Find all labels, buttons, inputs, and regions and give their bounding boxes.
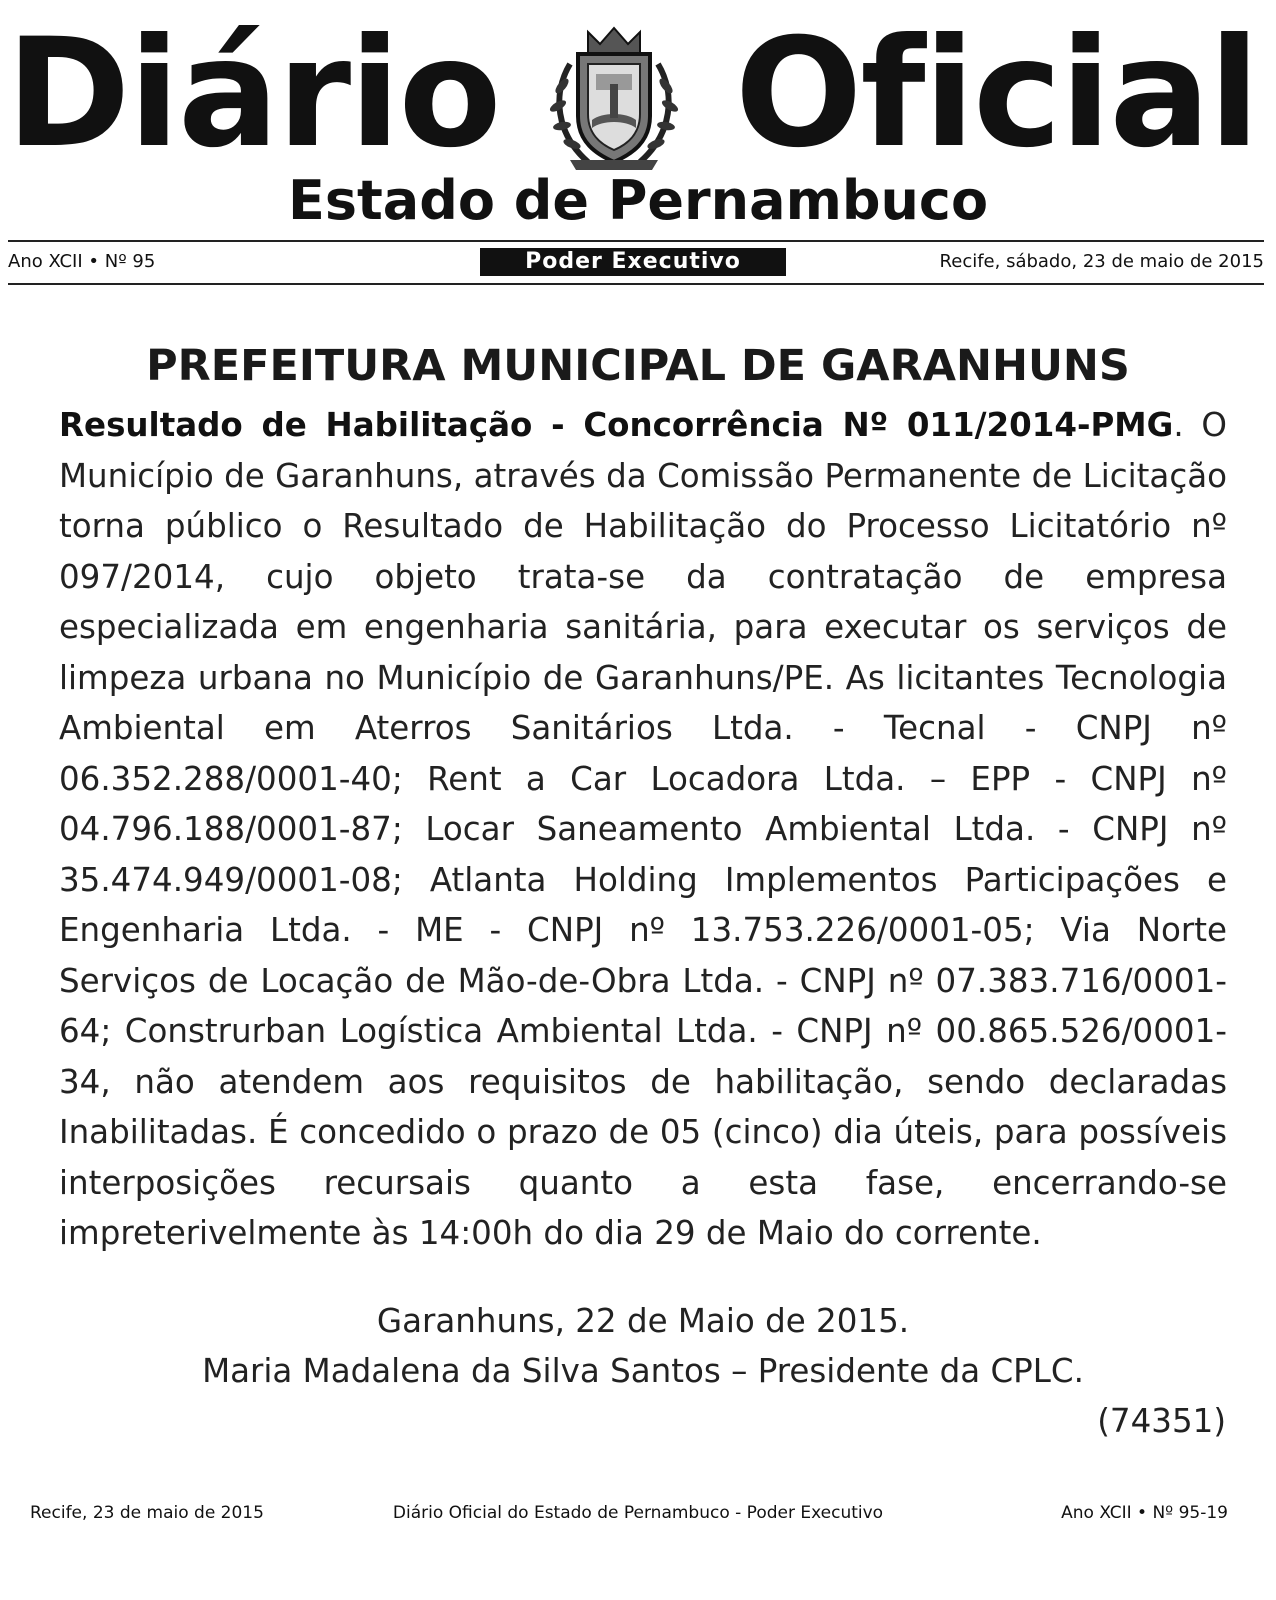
masthead	[0, 7, 1276, 181]
header-rule-top	[8, 240, 1264, 242]
masthead-title-right: Oficial	[734, 7, 1258, 181]
header-rule-bottom	[8, 283, 1264, 285]
notice-reference-code: (74351)	[1097, 1402, 1226, 1440]
footer-date: Recife, 23 de maio de 2015	[30, 1503, 264, 1523]
notice-body	[59, 400, 1227, 1259]
notice-signature: Maria Madalena da Silva Santos – Presidente da CPLC.	[202, 1352, 1084, 1390]
notice-text: . O Município de Garanhuns, através da Comissão Permanente de Licitação torna público o Resultado de Habilitação do Processo Licitatório nº 097/2014, cujo objeto trata-se da contratação de empresa especializada em engenharia sanitária, para executar os serviços de limpeza urbana no Município de Garanhuns/PE. As licitantes Tecnologia Ambiental em Aterros Sanitários Ltda. - Tecnal - CNPJ nº 06.352.288/0001-40; Rent a Car Locadora Ltda. – EPP - CNPJ nº 04.796.188/0001-87; Locar Saneamento Ambiental Ltda. - CNPJ nº 35.474.949/0001-08; Atlanta Holding Implementos Participações e Engenharia Ltda. - ME - CNPJ nº 13.753.226/0001-05; Via Norte Serviços de Locação de Mão-de-Obra Ltda. - CNPJ nº 07.383.716/0001-64; Construrban Logística Ambiental Ltda. - CNPJ nº 00.865.526/0001-34, não atendem aos requisitos de habilitação, sendo declaradas Inabilitadas. É concedido o prazo de 05 (cinco) dia úteis, para possíveis interposições recursais quanto a esta fase, encerrando-se impreterivelmente às 14:00h do dia 29 de Maio do corrente.	[59, 406, 1227, 1252]
section-label: Poder Executivo	[480, 248, 786, 276]
notice-heading: PREFEITURA MUNICIPAL DE GARANHUNS	[146, 341, 1130, 391]
notice-place-date: Garanhuns, 22 de Maio de 2015.	[376, 1302, 910, 1340]
coat-of-arms-icon	[548, 24, 680, 174]
footer-publication: Diário Oficial do Estado de Pernambuco - Poder Executivo	[392, 1503, 884, 1523]
masthead-title-left: Diário	[6, 7, 500, 181]
edition-date: Recife, sábado, 23 de maio de 2015	[939, 251, 1264, 272]
notice-lead: Resultado de Habilitação - Concorrência Nº 011/2014-PMG	[59, 406, 1174, 444]
edition-bar	[8, 247, 1264, 277]
page-footer	[0, 1500, 1276, 1526]
edition-number: Ano XCII • Nº 95	[8, 251, 156, 272]
masthead-subtitle: Estado de Pernambuco	[287, 169, 989, 232]
footer-page-number: Ano XCII • Nº 95-19	[1061, 1503, 1228, 1523]
